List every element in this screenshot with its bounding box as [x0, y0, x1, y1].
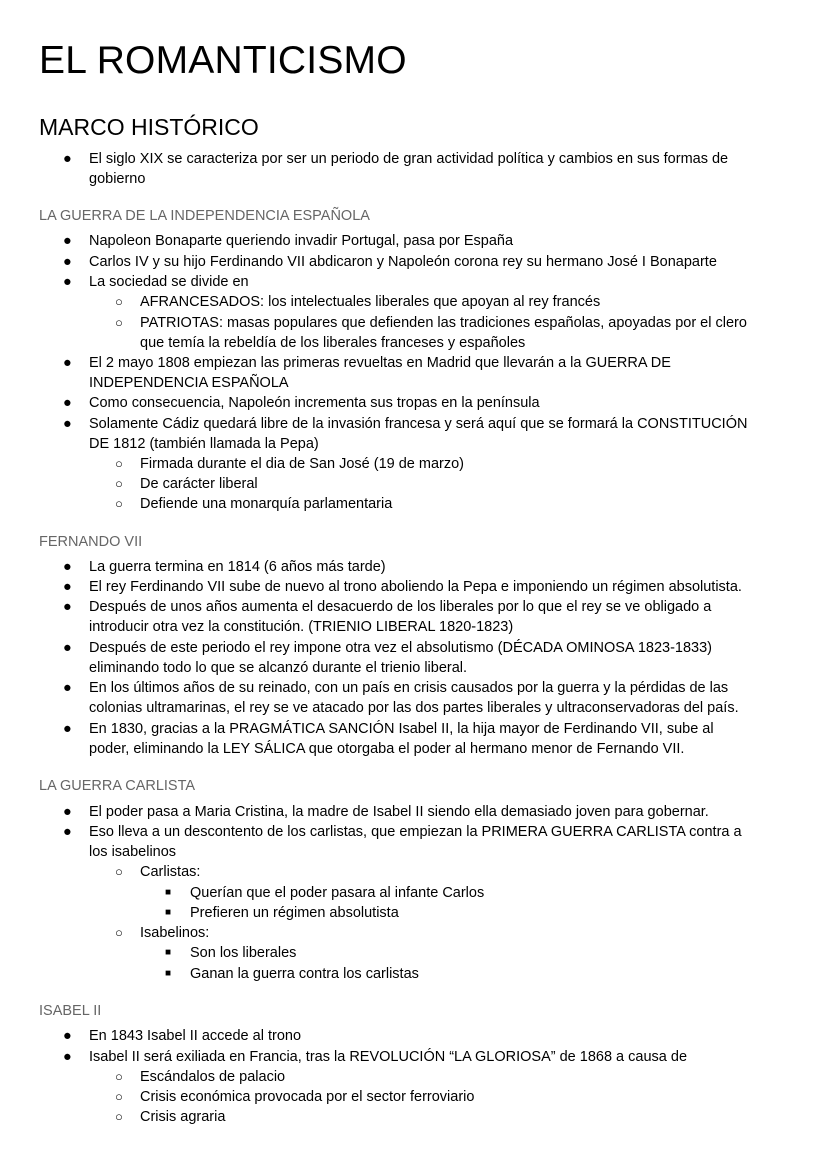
bullet-l2-icon: ○ [115, 925, 123, 940]
list-item: De carácter liberal [140, 476, 258, 492]
list-item: Firmada durante el dia de San José (19 de marzo) [140, 456, 465, 472]
list-item: Crisis económica provocada por el sector ferroviario [140, 1089, 475, 1105]
bullet-l1-icon: ● [63, 804, 72, 820]
list-item: Escándalos de palacio [140, 1069, 286, 1085]
document-title: EL ROMANTICISMO [39, 39, 407, 82]
list-item-continuation: que temía la rebeldía de los liberales franceses y españoles [140, 335, 526, 351]
bullet-l1-icon: ● [63, 579, 72, 595]
bullet-l2-icon: ○ [115, 864, 123, 879]
list-item: El rey Ferdinando VII sube de nuevo al trono aboliendo la Pepa e imponiendo un régimen absolutista. [89, 579, 742, 595]
section-title: MARCO HISTÓRICO [39, 114, 259, 140]
bullet-l1-icon: ● [63, 721, 72, 737]
list-item-continuation: DE 1812 (también llamada la Pepa) [89, 436, 319, 452]
list-item: Como consecuencia, Napoleón incrementa sus tropas en la península [89, 395, 540, 411]
heading-guerra-carlista: LA GUERRA CARLISTA [39, 778, 196, 794]
bullet-l3-icon: ■ [165, 887, 172, 898]
list-item: La guerra termina en 1814 (6 años más tarde) [89, 559, 386, 575]
bullet-l3-icon: ■ [165, 947, 172, 958]
list-item: PATRIOTAS: masas populares que defienden las tradiciones españolas, apoyadas por el clero [140, 315, 747, 331]
list-item: Querían que el poder pasara al infante Carlos [190, 885, 485, 901]
bullet-l2-icon: ○ [115, 1069, 123, 1084]
list-item: Ganan la guerra contra los carlistas [190, 966, 419, 982]
list-item: La sociedad se divide en [89, 274, 249, 290]
heading-guerra-independencia: LA GUERRA DE LA INDEPENDENCIA ESPAÑOLA [39, 208, 370, 224]
bullet-l2-icon: ○ [115, 294, 123, 309]
list-item: Después de este periodo el rey impone otra vez el absolutismo (DÉCADA OMINOSA 1823-1833) [89, 640, 713, 656]
bullet-l1-icon: ● [63, 151, 72, 167]
bullet-l1-icon: ● [63, 559, 72, 575]
list-item-continuation: introducir otra vez la constitución. (TRIENIO LIBERAL 1820-1823) [89, 619, 514, 635]
list-item-continuation: eliminando todo lo que se alcanzó durante el trienio liberal. [89, 660, 468, 676]
bullet-l1-icon: ● [63, 355, 72, 371]
intro-text-line1: El siglo XIX se caracteriza por ser un periodo de gran actividad política y cambios en sus formas de [89, 151, 729, 167]
list-item: Crisis agraria [140, 1109, 226, 1125]
bullet-l1-icon: ● [63, 233, 72, 249]
list-item: En 1830, gracias a la PRAGMÁTICA SANCIÓN Isabel II, la hija mayor de Ferdinando VII, sube al [89, 721, 714, 737]
bullet-l1-icon: ● [63, 680, 72, 696]
list-item: El 2 mayo 1808 empiezan las primeras revueltas en Madrid que llevarán a la GUERRA DE [89, 355, 671, 371]
list-item: El poder pasa a Maria Cristina, la madre de Isabel II siendo ella demasiado joven para gobernar. [89, 804, 709, 820]
list-item: Son los liberales [190, 945, 297, 961]
bullet-l3-icon: ■ [165, 968, 172, 979]
bullet-l3-icon: ■ [165, 907, 172, 918]
list-item: Solamente Cádiz quedará libre de la invasión francesa y será aquí que se formará la CONSTITUCIÓN [89, 416, 748, 432]
bullet-l1-icon: ● [63, 599, 72, 615]
list-item: Napoleon Bonaparte queriendo invadir Portugal, pasa por España [89, 233, 514, 249]
list-item: Carlos IV y su hijo Ferdinando VII abdicaron y Napoleón corona rey su hermano José I Bonaparte [89, 254, 717, 270]
list-item: Eso lleva a un descontento de los carlistas, que empiezan la PRIMERA GUERRA CARLISTA contra a [89, 824, 742, 840]
bullet-l2-icon: ○ [115, 476, 123, 491]
list-item: Defiende una monarquía parlamentaria [140, 496, 393, 512]
bullet-l2-icon: ○ [115, 456, 123, 471]
list-item-continuation: poder, eliminando la LEY SÁLICA que otorgaba el poder al hermano menor de Fernando VII. [89, 741, 685, 757]
list-item: AFRANCESADOS: los intelectuales liberales que apoyan al rey francés [140, 294, 601, 310]
bullet-l1-icon: ● [63, 395, 72, 411]
bullet-l2-icon: ○ [115, 1109, 123, 1124]
list-item: En 1843 Isabel II accede al trono [89, 1028, 302, 1044]
intro-text-line2: gobierno [89, 171, 146, 187]
list-item: Prefieren un régimen absolutista [190, 905, 399, 921]
bullet-l1-icon: ● [63, 274, 72, 290]
list-item-continuation: los isabelinos [89, 844, 177, 860]
list-item: En los últimos años de su reinado, con un país en crisis causados por la guerra y la pérdidas de las [89, 680, 729, 696]
list-item-continuation: colonias ultramarinas, el rey se ve atacado por las dos partes liberales y ultraconservadoras del país. [89, 700, 739, 716]
bullet-l1-icon: ● [63, 640, 72, 656]
bullet-l2-icon: ○ [115, 1089, 123, 1104]
bullet-l1-icon: ● [63, 416, 72, 432]
bullet-l1-icon: ● [63, 1049, 72, 1065]
bullet-l1-icon: ● [63, 824, 72, 840]
heading-fernando-vii: FERNANDO VII [39, 534, 143, 550]
list-item-continuation: INDEPENDENCIA ESPAÑOLA [89, 375, 289, 391]
list-item: Isabel II será exiliada en Francia, tras la REVOLUCIÓN “LA GLORIOSA” de 1868 a causa de [89, 1049, 688, 1065]
heading-isabel-ii: ISABEL II [39, 1003, 102, 1019]
list-item: Después de unos años aumenta el desacuerdo de los liberales por lo que el rey se ve obligado a [89, 599, 712, 615]
bullet-l1-icon: ● [63, 254, 72, 270]
bullet-l2-icon: ○ [115, 496, 123, 511]
list-item: Isabelinos: [140, 925, 210, 941]
list-item: Carlistas: [140, 864, 201, 880]
bullet-l2-icon: ○ [115, 315, 123, 330]
bullet-l1-icon: ● [63, 1028, 72, 1044]
